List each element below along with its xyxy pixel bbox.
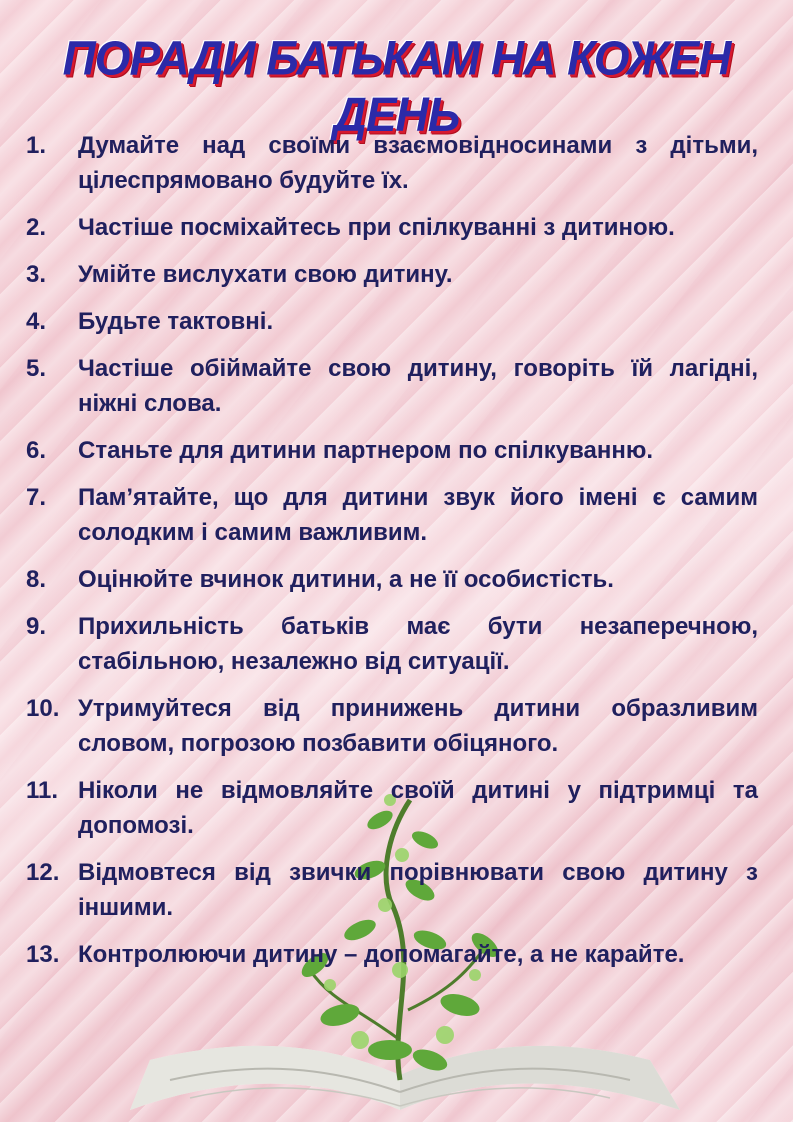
tip-text: Утримуйтеся від принижень дитини образливим словом, погрозою позбавити обіцяного. (78, 695, 758, 757)
tip-text: Частіше обіймайте свою дитину, говоріть їй лагідні, ніжні слова. (78, 355, 758, 417)
tip-text: Відмовтеся від звички порівнювати свою дитину з іншими. (78, 859, 758, 921)
tip-number: 2. (26, 214, 47, 241)
tip-number: 11. (26, 777, 59, 804)
tip-text: Будьте тактовні. (78, 308, 274, 335)
tip-text: Думайте над своїми взаємовідносинами з дітьми, цілеспрямовано будуйте їх. (78, 132, 758, 194)
list-item (26, 210, 758, 245)
tips-list (26, 128, 758, 984)
tip-number: 1. (26, 132, 47, 159)
tip-number: 12. (26, 859, 60, 886)
tip-text: Станьте для дитини партнером по спілкуванню. (78, 437, 654, 464)
list-item (26, 257, 758, 292)
list-item (26, 855, 758, 925)
tip-text: Оцінюйте вчинок дитини, а не її особистість. (78, 566, 614, 593)
list-item (26, 562, 758, 597)
tip-number: 4. (26, 308, 47, 335)
tip-text: Ніколи не відмовляйте своїй дитині у підтримці та допомозі. (78, 777, 758, 839)
tip-number: 5. (26, 355, 47, 382)
list-item (26, 691, 758, 761)
tip-text: Пам’ятайте, що для дитини звук його імені є самим солодким і самим важливим. (78, 484, 758, 546)
tip-number: 10. (26, 695, 60, 722)
tip-number: 8. (26, 566, 47, 593)
list-item (26, 351, 758, 421)
list-item (26, 937, 758, 972)
tip-text: Контролюючи дитину – допомагайте, а не карайте. (78, 941, 685, 968)
tip-text: Частіше посміхайтесь при спілкуванні з дитиною. (78, 214, 675, 241)
tip-number: 7. (26, 484, 47, 511)
tip-text: Умійте вислухати свою дитину. (78, 261, 453, 288)
tip-text: Прихильність батьків має бути незаперечною, стабільною, незалежно від ситуації. (78, 613, 758, 675)
list-item (26, 773, 758, 843)
tip-number: 13. (26, 941, 60, 968)
list-item (26, 609, 758, 679)
tip-number: 3. (26, 261, 47, 288)
tip-number: 9. (26, 613, 47, 640)
list-item (26, 304, 758, 339)
list-item (26, 433, 758, 468)
tip-number: 6. (26, 437, 47, 464)
list-item (26, 128, 758, 198)
list-item (26, 480, 758, 550)
poster-title: ПОРАДИ БАТЬКАМ НА КОЖЕН ДЕНЬ (62, 30, 731, 142)
